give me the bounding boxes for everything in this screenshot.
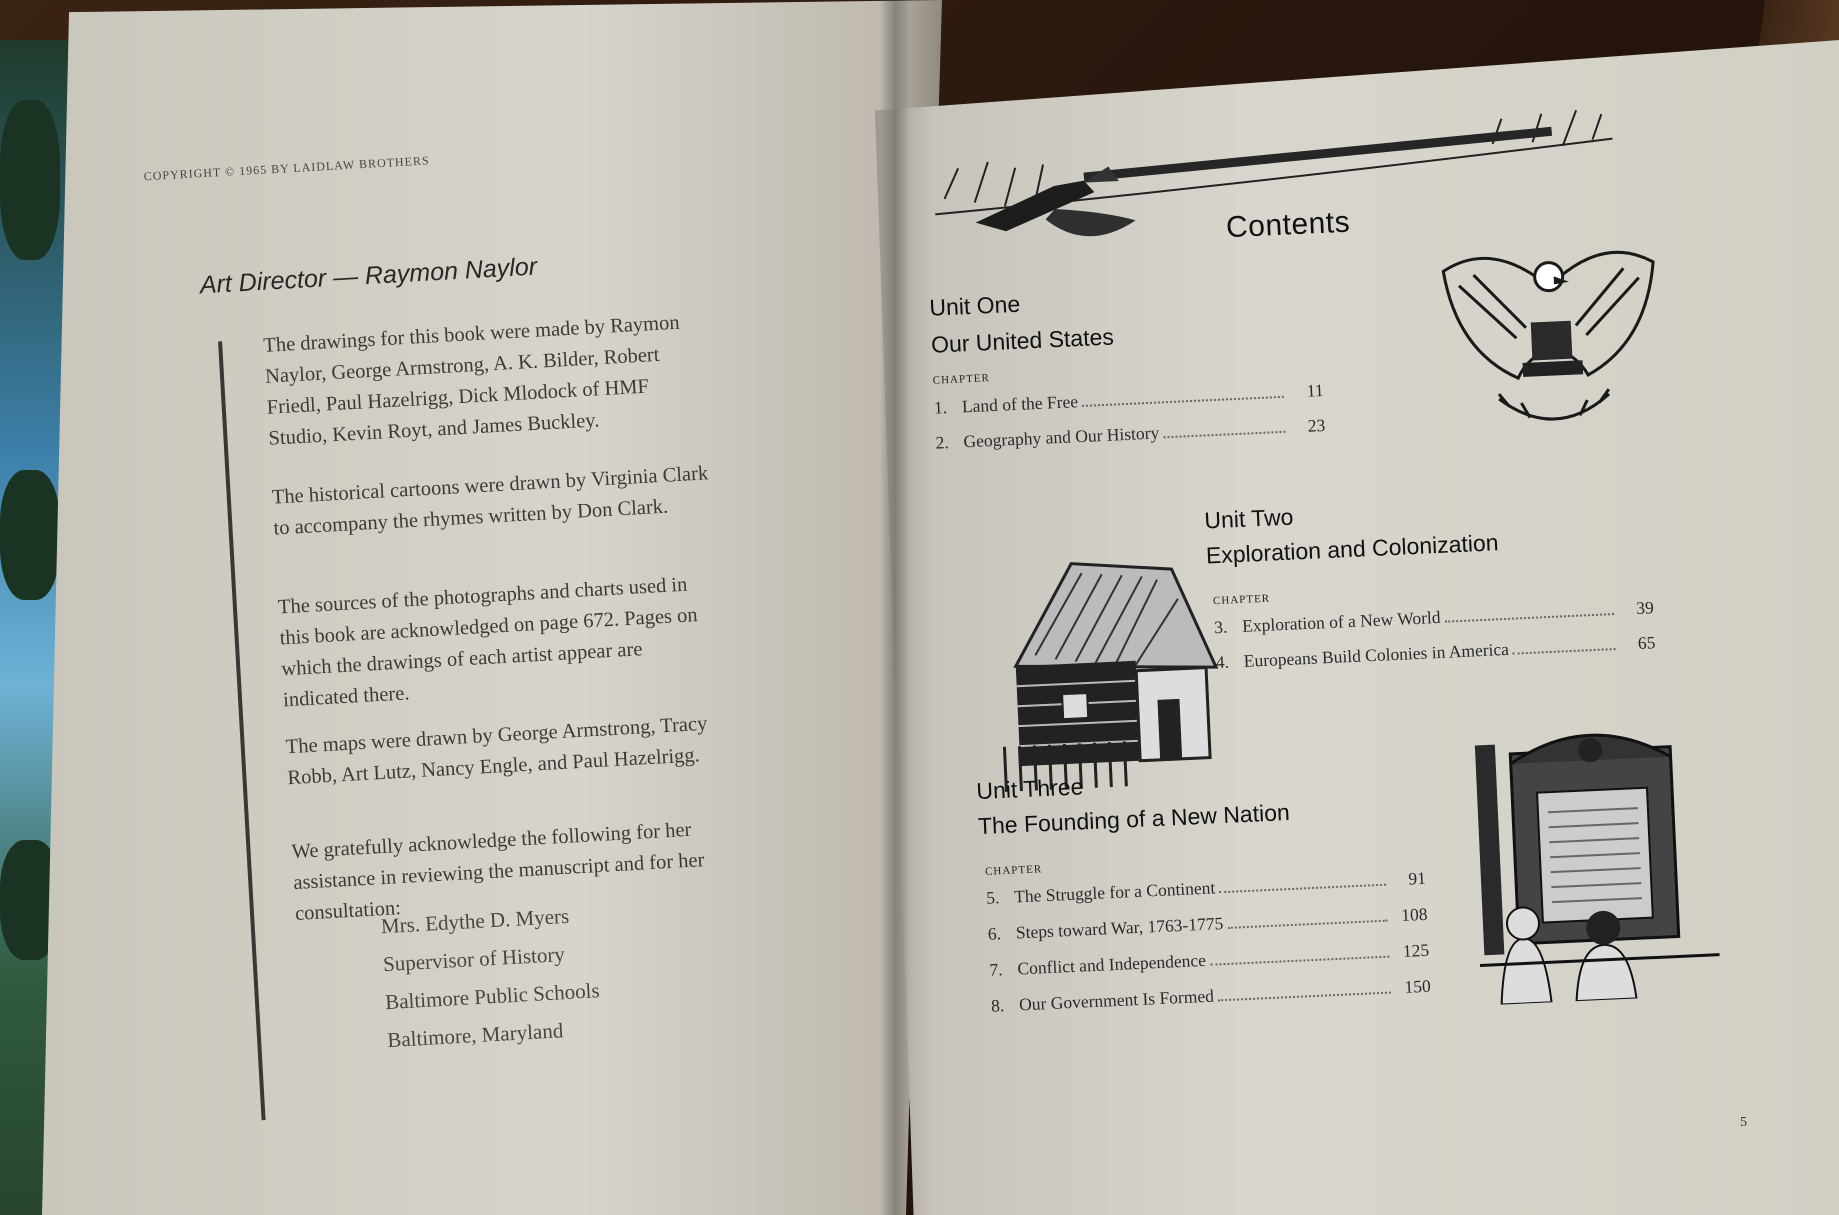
art-director-heading: Art Director — Raymon Naylor (199, 252, 538, 300)
reviewer-line: Supervisor of History (382, 942, 566, 977)
reviewer-line: Baltimore Public Schools (384, 978, 601, 1015)
credits-page (130, 72, 869, 1188)
leader-dots (1218, 992, 1391, 1002)
leader-dots (1082, 396, 1284, 407)
credits-paragraph: The sources of the photographs and charts used in this book are acknowledged on page 672. Pages on which the drawings of each artist appear are indicated there. (277, 573, 699, 712)
leader-dots (1210, 956, 1389, 966)
book-gutter (880, 0, 910, 1215)
chapter-number: 1. (933, 397, 948, 418)
chapter-page: 108 (1400, 903, 1428, 925)
eagle-illustration (1432, 221, 1672, 451)
leader-dots (1227, 920, 1387, 929)
chapter-title: Steps toward War, 1763-1775 (1015, 913, 1224, 943)
chapter-number: 8. (990, 995, 1005, 1016)
chapter-page: 150 (1404, 975, 1432, 997)
toc-entry[interactable] (935, 415, 1326, 454)
credits-paragraph: The historical cartoons were drawn by Virginia Clark to accompany the rhymes written by Don Clark. (271, 462, 709, 540)
toc-entry[interactable] (987, 904, 1427, 945)
chapter-page: 91 (1407, 867, 1427, 889)
leader-dots (1163, 431, 1285, 439)
chapter-label: CHAPTER (984, 863, 1043, 878)
credits-paragraph: The drawings for this book were made by Raymon Naylor, George Armstrong, A. K. Bilder, Robert Friedl, Paul Hazelrigg, Dick Mlodock of HMF Studio, Kevin Royt, and James Buckley. (262, 311, 681, 450)
chapter-page: 23 (1307, 414, 1326, 436)
chapter-title: Exploration of a New World (1241, 606, 1441, 636)
chapter-page: 39 (1635, 597, 1655, 619)
vertical-rule (218, 341, 266, 1120)
contents-title: Contents (1225, 205, 1351, 245)
chapter-page: 125 (1402, 939, 1430, 961)
leader-dots (1513, 648, 1616, 655)
reviewer-line: Baltimore, Maryland (386, 1018, 564, 1053)
monument-illustration (1469, 715, 1721, 1006)
leader-dots (1219, 884, 1386, 894)
toc-entry[interactable] (991, 976, 1431, 1017)
cabin-illustration (990, 536, 1241, 797)
unit-two-label: Unit Two (1203, 503, 1294, 534)
tree-illustration (0, 470, 60, 600)
tree-illustration (0, 100, 60, 260)
toc-entry[interactable] (934, 380, 1325, 419)
unit-one-title: Our United States (930, 323, 1115, 358)
toc-entry[interactable] (1214, 597, 1654, 638)
unit-two-title: Exploration and Colonization (1205, 529, 1500, 569)
toc-entry[interactable] (986, 868, 1426, 909)
toc-entry[interactable] (1215, 632, 1655, 673)
reviewer-block (380, 895, 603, 1059)
unit-three-label: Unit Three (975, 773, 1084, 805)
chapter-title: Land of the Free (961, 391, 1079, 417)
chapter-title: Europeans Build Colonies in America (1243, 638, 1510, 671)
chapter-number: 3. (1213, 616, 1228, 638)
chapter-title: Conflict and Independence (1017, 949, 1207, 979)
unit-three-title: The Founding of a New Nation (977, 798, 1291, 840)
chapter-title: Geography and Our History (963, 422, 1160, 452)
page-number: 5 (1740, 1115, 1747, 1130)
credits-paragraph: We gratefully acknowledge the following for her assistance in reviewing the manuscript and for her consultation: (291, 818, 705, 926)
reviewer-line: Mrs. Edythe D. Myers (380, 903, 570, 939)
chapter-number: 7. (989, 959, 1004, 980)
chapter-number: 5. (985, 887, 1000, 908)
chapter-number: 6. (987, 923, 1002, 944)
unit-one-label: Unit One (928, 290, 1021, 321)
chapter-title: Our Government Is Formed (1018, 985, 1215, 1015)
chapter-page: 11 (1306, 380, 1325, 401)
copyright-line: COPYRIGHT © 1965 BY LAIDLAW BROTHERS (143, 153, 430, 184)
contents-page (920, 61, 1818, 1178)
credits-paragraph: The maps were drawn by George Armstrong, Tracy Robb, Art Lutz, Nancy Engle, and Paul Hazelrigg. (285, 712, 708, 790)
chapter-label: CHAPTER (1212, 592, 1271, 608)
chapter-label: CHAPTER (932, 372, 991, 387)
chapter-title: The Struggle for a Continent (1013, 877, 1216, 907)
chapter-page: 65 (1637, 632, 1656, 653)
chapter-number: 4. (1215, 651, 1230, 673)
leader-dots (1445, 613, 1614, 623)
toc-entry[interactable] (989, 940, 1429, 981)
chapter-number: 2. (935, 432, 950, 453)
